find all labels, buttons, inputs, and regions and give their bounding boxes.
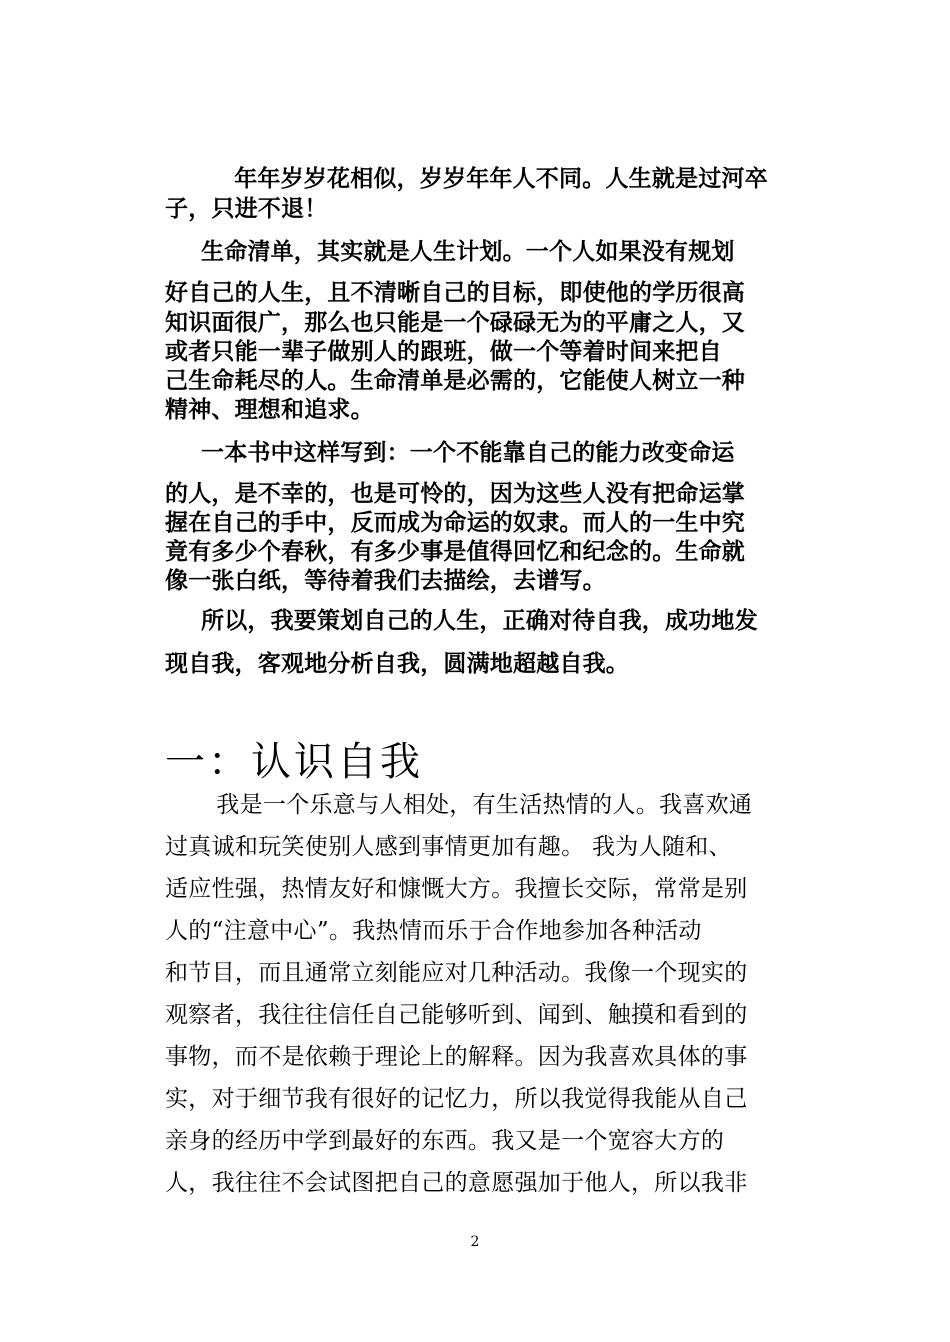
page-number: 2 xyxy=(470,1234,480,1250)
section-line-10: 人，我往往不会试图把自己的意愿强加于他人，所以我非 xyxy=(165,1170,748,1196)
section-line-5: 和节目，而且通常立刻能应对几种活动。我像一个现实的 xyxy=(165,960,748,986)
intro-p4-line-1: 所以，我要策划自己的人生，正确对待自我，成功地发 xyxy=(201,608,758,634)
intro-p2-line-4: 或者只能一辈子做别人的跟班，做一个等着时间来把自 xyxy=(165,339,722,365)
section-line-9: 亲身的经历中学到最好的东西。我又是一个宽容大方的 xyxy=(165,1128,725,1154)
intro-p2-line-5: 己生命耗尽的人。生命清单是必需的，它能使人树立一种 xyxy=(165,368,745,394)
section-line-3: 适应性强，热情友好和慷慨大方。我擅长交际，常常是别 xyxy=(165,876,748,902)
section-line-8: 实，对于细节我有很好的记忆力，所以我觉得我能从自己 xyxy=(165,1086,748,1112)
section-line-4: 人的“注意中心”。我热情而乐于合作地参加各种活动 xyxy=(165,918,702,944)
section-line-1: 我是一个乐意与人相处，有生活热情的人。我喜欢通 xyxy=(193,792,753,818)
intro-p1-line-1: 年年岁岁花相似，岁岁年年人不同。人生就是过河卒 xyxy=(211,166,768,192)
intro-p3-line-1: 一本书中这样写到：一个不能靠自己的能力改变命运 xyxy=(201,440,735,466)
intro-p2-line-6: 精神、理想和追求。 xyxy=(165,397,374,423)
intro-p3-line-2: 的人，是不幸的，也是可怜的，因为这些人没有把命运掌 xyxy=(165,481,745,507)
intro-p2-line-1: 生命清单，其实就是人生计划。一个人如果没有规划 xyxy=(201,239,735,265)
section-line-6: 观察者，我往往信任自己能够听到、闻到、触摸和看到的 xyxy=(165,1002,748,1028)
intro-p3-line-3: 握在自己的手中，反而成为命运的奴隶。而人的一生中究 xyxy=(165,510,745,536)
section-heading: 一：认识自我 xyxy=(165,739,423,785)
intro-p4-line-2: 现自我，客观地分析自我，圆满地超越自我。 xyxy=(165,651,629,677)
intro-p2-line-3: 知识面很广，那么也只能是一个碌碌无为的平庸之人，又 xyxy=(165,310,745,336)
section-line-2: 过真诚和玩笑使别人感到事情更加有趣。 我为人随和、 xyxy=(165,834,732,860)
section-line-7: 事物，而不是依赖于理论上的解释。因为我喜欢具体的事 xyxy=(165,1044,748,1070)
intro-p1-line-2: 子，只进不退！ xyxy=(165,196,328,222)
intro-p2-line-2: 好自己的人生，且不清晰自己的目标，即使他的学历很高 xyxy=(165,280,745,306)
intro-p3-line-5: 像一张白纸，等待着我们去描绘，去谱写。 xyxy=(165,568,606,594)
intro-p3-line-4: 竟有多少个春秋，有多少事是值得回忆和纪念的。生命就 xyxy=(165,539,745,565)
